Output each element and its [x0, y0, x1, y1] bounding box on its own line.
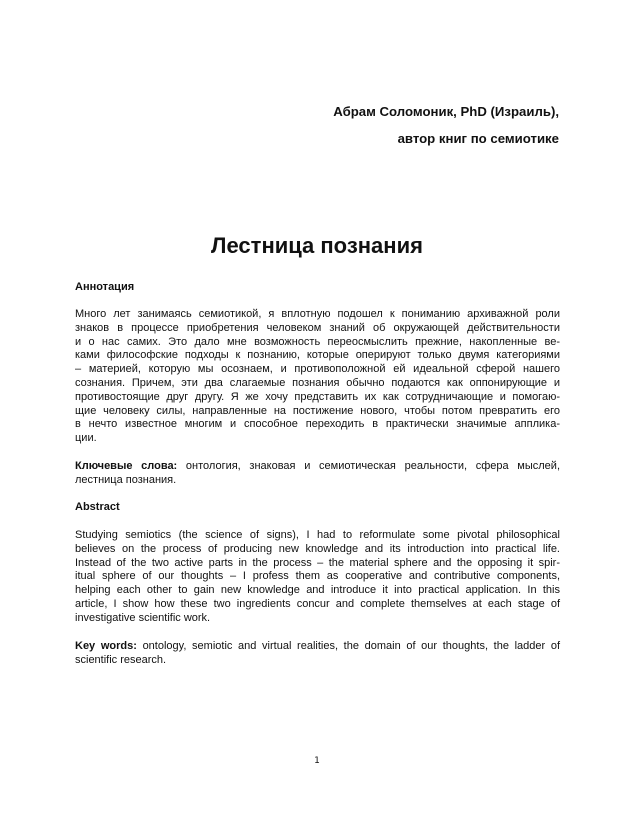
abstract-line: article, I show how these two ingredients concur and complete themselves at each stage of: [75, 597, 560, 610]
annotation-line: ции.: [75, 432, 97, 445]
abstract-line: itual sphere of our thoughts – I profess them as cooperative and contributive components,: [75, 570, 560, 583]
annotation-line: сознания. Причем, эти два слагаемые познания обычно подаются как оппонирующие и: [75, 376, 560, 389]
annotation-heading: Аннотация: [75, 281, 135, 293]
keywords-en: [75, 640, 560, 668]
author-description: автор книг по семиотике: [397, 131, 559, 146]
annotation-line: ками философские подходы к познанию, которые оперируют только двумя категориями: [75, 349, 560, 362]
annotation-line: в нечто известное многим и способное переходить в практически значимые апплика-: [75, 418, 560, 431]
article-title: Лестница познания: [211, 233, 423, 258]
annotation-line: противостоящие друг другу. Я же хочу представить их как сотрудничающие и помогаю-: [75, 390, 560, 403]
keywords-ru-line: лестница познания.: [75, 473, 177, 486]
keywords-ru-label: Ключевые слова:: [75, 460, 178, 472]
keywords-en-line: scientific research.: [75, 653, 167, 666]
abstract-line: Studying semiotics (the science of signs), I had to reformulate some pivotal philosophical: [75, 529, 560, 541]
abstract-line: investigative scientific work.: [75, 611, 211, 624]
annotation-line: знаков в процессе приобретения человеком знаний об окружающей действительности: [75, 321, 560, 334]
abstract-line: Instead of the two active parts in the process – the material sphere and the opposing it spir-: [75, 556, 560, 569]
annotation-line: щие человеку силы, направленные на постижение нового, чтобы потом превратить его: [75, 404, 560, 417]
abstract-text: [75, 529, 560, 626]
abstract-line: believes on the process of producing new knowledge and its introduction into practical life.: [75, 542, 560, 555]
author-name: Абрам Соломоник, PhD (Израиль),: [333, 104, 559, 119]
annotation-text: [75, 308, 560, 446]
keywords-ru-line: [75, 460, 560, 474]
keywords-en-line: [75, 640, 560, 654]
keywords-ru: [75, 460, 560, 488]
abstract-line: helping each other to gain new knowledge and introduce it into practical application. In this: [75, 584, 560, 597]
keywords-ru-text: онтология, знаковая и семиотическая реальности, сфера мыслей,: [177, 460, 561, 472]
keywords-en-text: ontology, semiotic and virtual realities, the domain of our thoughts, the ladder of: [136, 640, 561, 652]
annotation-line: и о нас самих. Это дало мне возможность переосмыслить прежние, накопленные ве-: [75, 335, 560, 348]
annotation-line: – материей, которую мы осознаем, и противоположной ей идеальной сферой нашего: [75, 363, 560, 376]
annotation-line: Много лет занимаясь семиотикой, я вплотную подошел к пониманию архиважной роли: [75, 308, 560, 320]
abstract-heading: Abstract: [75, 501, 120, 513]
keywords-en-label: Key words:: [75, 640, 137, 652]
page-number: 1: [314, 756, 320, 766]
